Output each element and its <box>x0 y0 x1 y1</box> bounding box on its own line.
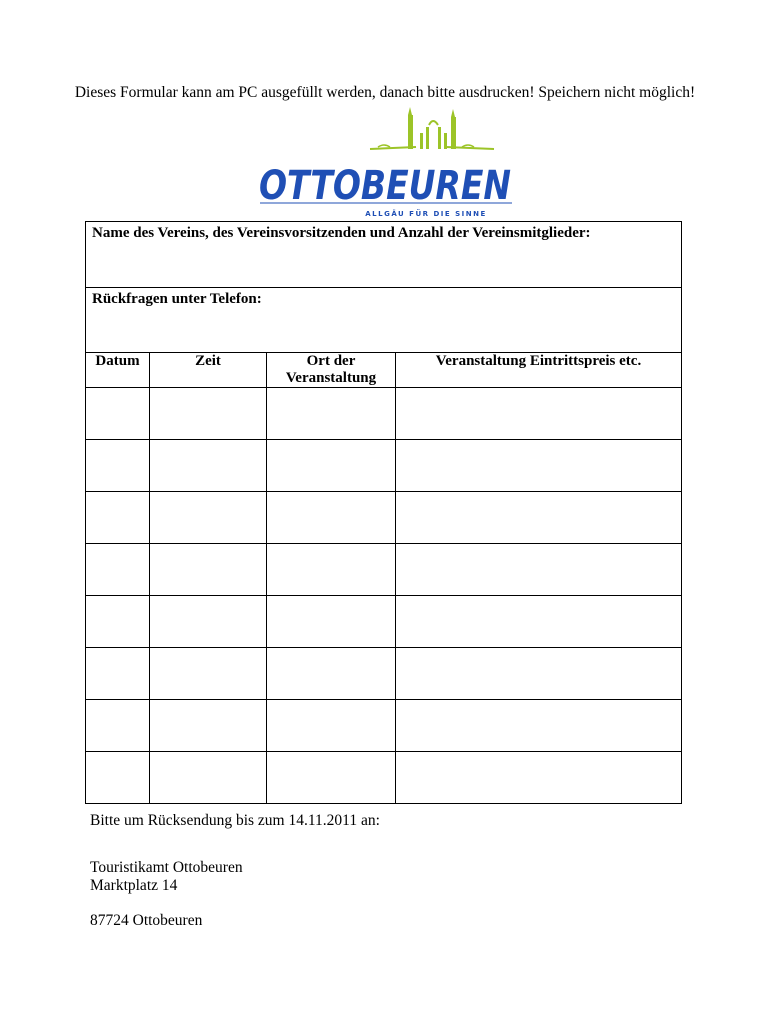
event-form-table <box>85 221 682 804</box>
event-cell[interactable] <box>396 596 682 648</box>
table-row <box>86 596 682 648</box>
phone-field[interactable] <box>86 288 682 353</box>
time-cell[interactable] <box>150 648 267 700</box>
date-cell[interactable] <box>86 440 150 492</box>
phone-row <box>86 288 682 353</box>
intro-text: Dieses Formular kann am PC ausgefüllt werden, danach bitte ausdrucken! Speichern nicht möglich! <box>74 84 696 101</box>
event-cell[interactable] <box>396 492 682 544</box>
time-cell[interactable] <box>150 700 267 752</box>
table-row <box>86 700 682 752</box>
address-line-3: 87724 Ottobeuren <box>90 912 203 929</box>
basilica-skyline-icon <box>370 107 494 149</box>
location-cell[interactable] <box>267 596 396 648</box>
table-row <box>86 388 682 440</box>
location-cell[interactable] <box>267 440 396 492</box>
table-row <box>86 752 682 804</box>
event-cell[interactable] <box>396 752 682 804</box>
column-header-location: Ort der Veranstaltung <box>267 353 396 388</box>
return-request-text: Bitte um Rücksendung bis zum 14.11.2011 an: <box>90 812 380 829</box>
date-cell[interactable] <box>86 700 150 752</box>
column-header-event: Veranstaltung Eintrittspreis etc. <box>396 353 682 388</box>
phone-label: Rückfragen unter Telefon: <box>92 291 262 307</box>
location-cell[interactable] <box>267 648 396 700</box>
association-name-field[interactable] <box>86 222 682 288</box>
table-row <box>86 544 682 596</box>
date-cell[interactable] <box>86 388 150 440</box>
time-cell[interactable] <box>150 752 267 804</box>
table-row <box>86 492 682 544</box>
table-row <box>86 440 682 492</box>
time-cell[interactable] <box>150 492 267 544</box>
date-cell[interactable] <box>86 596 150 648</box>
event-cell[interactable] <box>396 440 682 492</box>
date-cell[interactable] <box>86 648 150 700</box>
time-cell[interactable] <box>150 440 267 492</box>
location-cell[interactable] <box>267 752 396 804</box>
address-line-1: Touristikamt Ottobeuren <box>90 859 243 876</box>
association-name-label: Name des Vereins, des Vereinsvorsitzenden und Anzahl der Vereinsmitglieder: <box>92 225 591 241</box>
logo-wordmark: OTTOBEUREN <box>259 163 511 209</box>
location-cell[interactable] <box>267 700 396 752</box>
time-cell[interactable] <box>150 388 267 440</box>
column-header-row <box>86 353 682 388</box>
event-cell[interactable] <box>396 700 682 752</box>
location-cell[interactable] <box>267 388 396 440</box>
association-name-row <box>86 222 682 288</box>
location-cell[interactable] <box>267 492 396 544</box>
ottobeuren-logo <box>250 103 520 221</box>
table-row <box>86 648 682 700</box>
column-header-date: Datum <box>86 353 150 388</box>
logo-tagline: ALLGÄU FÜR DIE SINNE <box>365 210 487 218</box>
event-cell[interactable] <box>396 648 682 700</box>
address-line-2: Marktplatz 14 <box>90 877 178 894</box>
location-cell[interactable] <box>267 544 396 596</box>
event-cell[interactable] <box>396 388 682 440</box>
date-cell[interactable] <box>86 544 150 596</box>
event-cell[interactable] <box>396 544 682 596</box>
date-cell[interactable] <box>86 492 150 544</box>
column-header-time: Zeit <box>150 353 267 388</box>
time-cell[interactable] <box>150 544 267 596</box>
date-cell[interactable] <box>86 752 150 804</box>
time-cell[interactable] <box>150 596 267 648</box>
